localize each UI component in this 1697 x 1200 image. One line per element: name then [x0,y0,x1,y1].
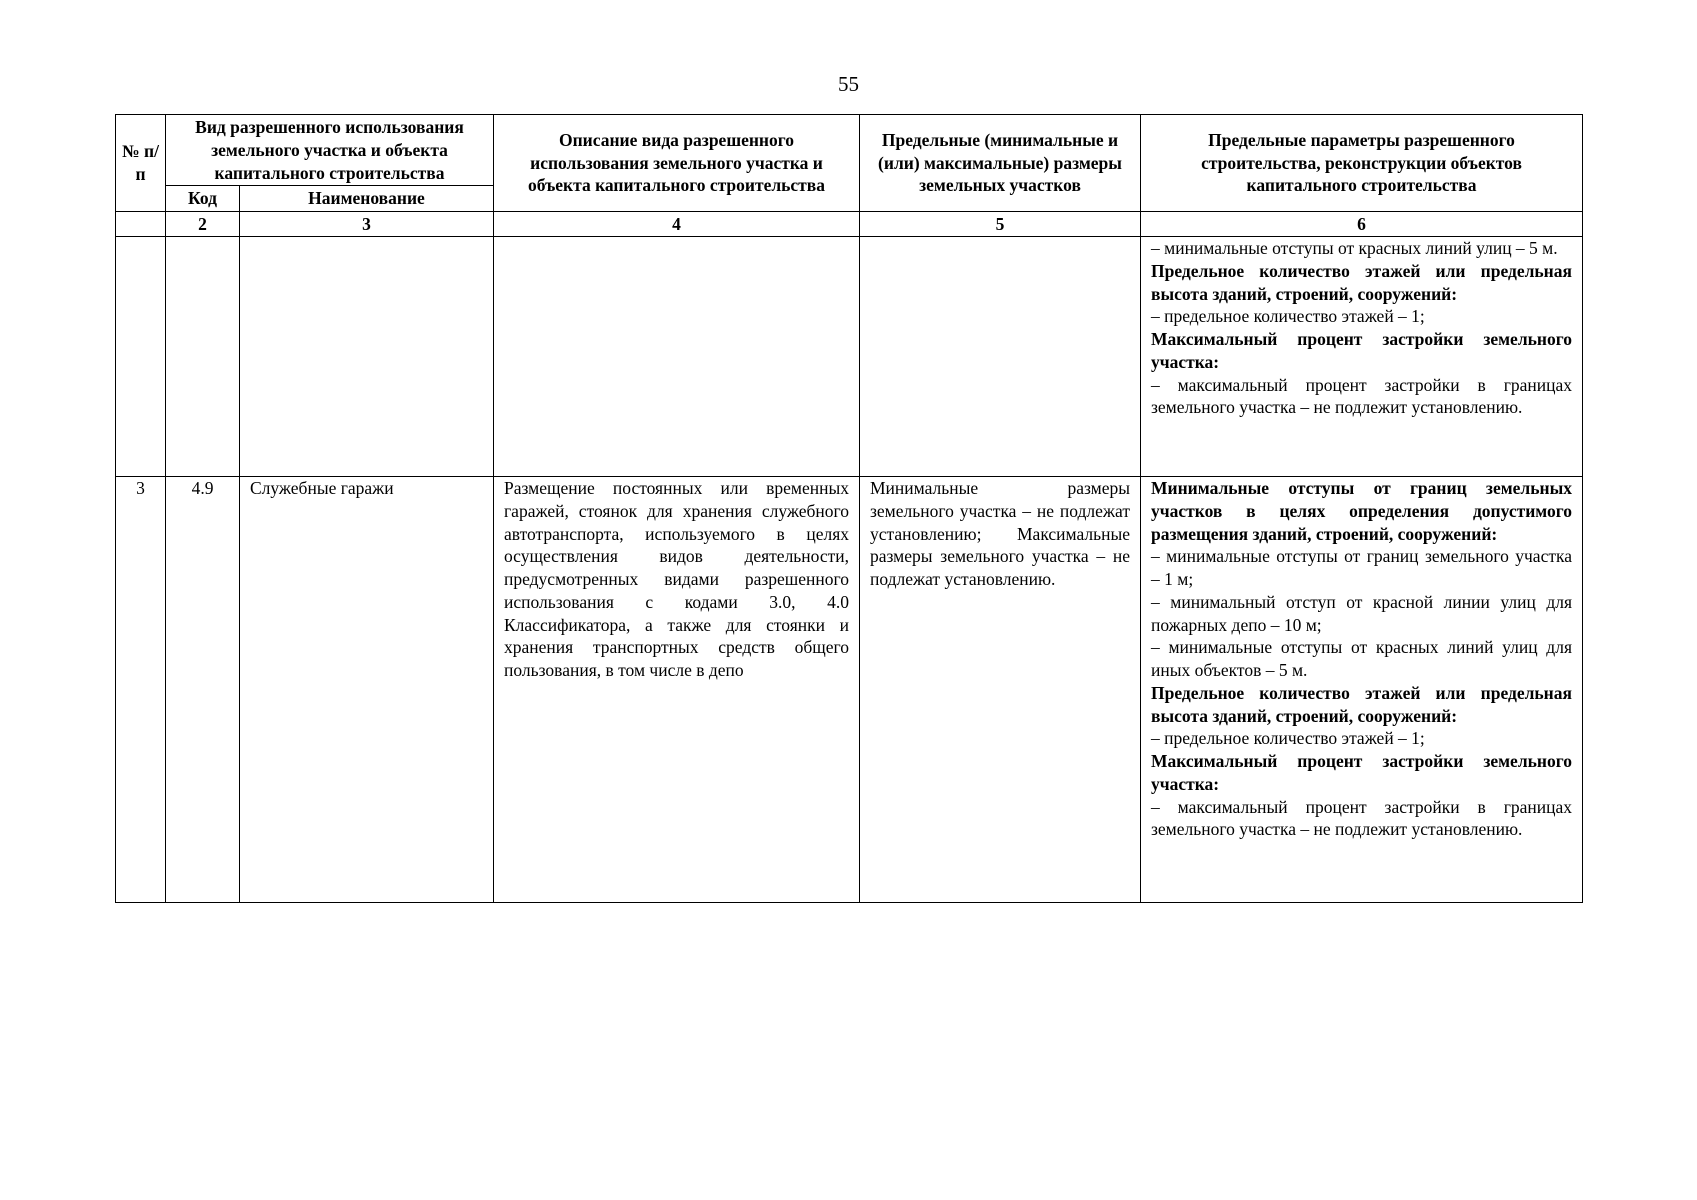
param-heading: Минимальные отступы от границ земельных участков в целях определения допустимого размещения зданий, строений, сооружений: [1151,478,1572,544]
header-plot-sizes: Предельные (минимальные и (или) максимальные) размеры земельных участков [860,115,1141,212]
column-numbers-row [116,212,1583,237]
column-number: 4 [494,212,860,237]
row-plot-sizes [860,237,1141,477]
header-permitted-use-group: Вид разрешенного использования земельного участка и объекта капитального строительства [166,115,494,186]
regulations-table [115,114,1583,903]
param-heading: Предельное количество этажей или предельная высота зданий, строений, сооружений: [1151,260,1572,304]
param-heading: Максимальный процент застройки земельного участка: [1151,751,1572,794]
column-number: 3 [240,212,494,237]
param-line: – минимальный отступ от красной линии улиц для пожарных депо – 10 м; [1151,591,1572,635]
header-row-number: № п/п [116,115,166,212]
page-number: 55 [838,72,859,96]
param-line: – минимальные отступы от красных линий улиц – 5 м. [1151,238,1558,258]
param-line: – предельное количество этажей – 1; [1151,306,1425,327]
row-code: 4.9 [166,477,240,903]
column-number-empty [116,212,166,237]
row-construction-params [1141,477,1583,903]
param-line: – максимальный процент застройки в границах земельного участка – не подлежит установлению. [1151,374,1572,418]
header-construction-params: Предельные параметры разрешенного строительства, реконструкции объектов капитального строительства [1141,115,1583,212]
table-row [116,237,1583,477]
param-line: – предельное количество этажей – 1; [1151,728,1425,749]
column-number: 2 [166,212,240,237]
param-line: – минимальные отступы от красных линий улиц для иных объектов – 5 м. [1151,637,1572,680]
header-name: Наименование [240,186,494,212]
header-code: Код [166,186,240,212]
column-number: 6 [1141,212,1583,237]
row-description [494,237,860,477]
param-heading: Предельное количество этажей или предельная высота зданий, строений, сооружений: [1151,682,1572,726]
param-line: – минимальные отступы от границ земельного участка – 1 м; [1151,546,1572,589]
row-number [116,237,166,477]
row-name: Служебные гаражи [240,477,494,903]
column-number: 5 [860,212,1141,237]
row-plot-sizes: Минимальные размеры земельного участка – не подлежат установлению; Максимальные размеры земельного участка – не подлежат установлению. [860,477,1141,903]
param-line: – максимальный процент застройки в границах земельного участка – не подлежит установлению. [1151,796,1572,840]
row-description: Размещение постоянных или временных гаражей, стоянок для хранения служебного автотранспорта, используемого в целях осуществления видов деятельности, предусмотренных видами разрешенного использования с кодами 3.0, 4.0 Классификатора, а также для стоянки и хранения транспортных средств общего пользования, в том числе в депо [494,477,860,903]
param-heading: Максимальный процент застройки земельного участка: [1151,329,1572,372]
header-description: Описание вида разрешенного использования земельного участка и объекта капитального строительства [494,115,860,212]
row-number: 3 [116,477,166,903]
table-row [116,477,1583,903]
row-name [240,237,494,477]
row-code [166,237,240,477]
row-construction-params [1141,237,1583,477]
